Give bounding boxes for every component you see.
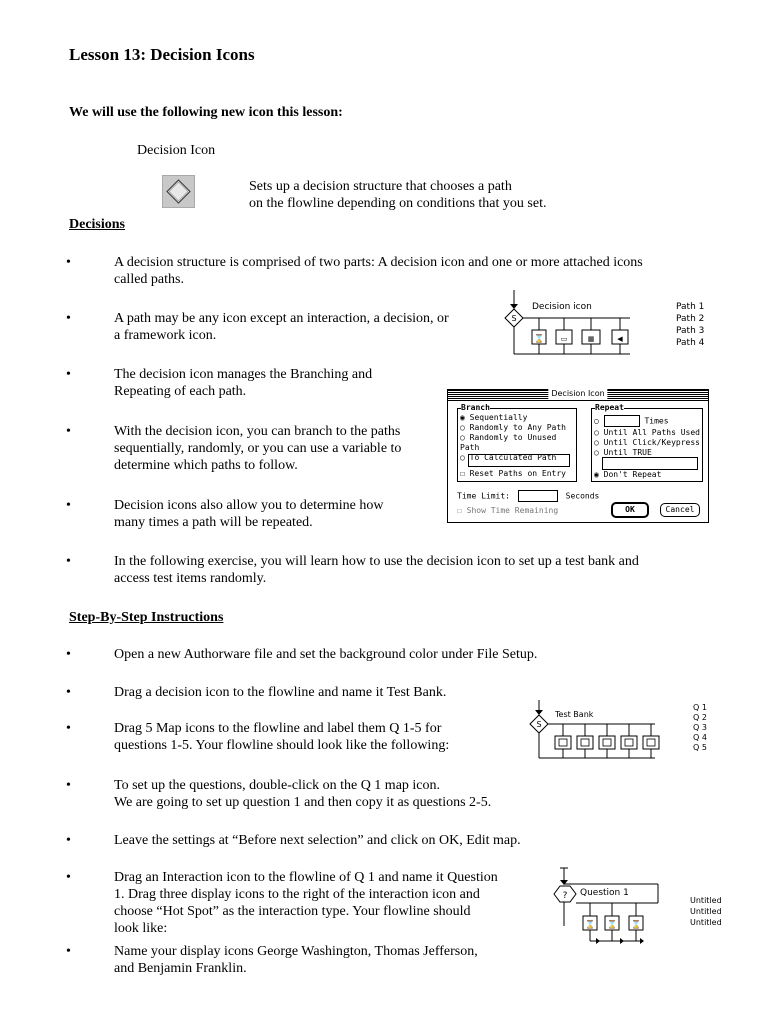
svg-text:⌛: ⌛: [631, 920, 641, 929]
path-label: Q 5: [693, 743, 707, 752]
list-item: A decision structure is comprised of two parts: A decision icon and one or more attached icons called paths.: [114, 255, 643, 287]
until-true-field[interactable]: [602, 457, 698, 470]
decision-icon-dialog: [447, 389, 709, 523]
svg-text:◀: ◀: [617, 335, 623, 343]
svg-text:⌛: ⌛: [534, 334, 544, 343]
bullet: •: [66, 424, 71, 439]
repeat-group: [591, 403, 703, 482]
radio-until-all-paths[interactable]: ○ Until All Paths Used: [594, 428, 700, 437]
radio-until-true[interactable]: ○ Until TRUE: [594, 448, 652, 457]
svg-text:▦: ▦: [587, 335, 595, 343]
radio-randomly-unused[interactable]: ○ Randomly to Unused Path: [460, 433, 557, 452]
list-item: Drag a decision icon to the flowline and name it Test Bank.: [114, 685, 447, 700]
bullet: •: [66, 498, 71, 513]
list-item: In the following exercise, you will learn how to use the decision icon to set up a test bank and access test items randomly.: [114, 554, 639, 586]
list-item: Open a new Authorware file and set the background color under File Setup.: [114, 647, 538, 662]
page-title: Lesson 13: Decision Icons: [69, 45, 255, 64]
bullet: •: [66, 870, 71, 885]
path-icons: [532, 318, 628, 354]
test-bank-flowline-figure: [527, 698, 727, 764]
map-icon: [599, 736, 615, 749]
list-item: The decision icon manages the Branching and Repeating of each path.: [114, 367, 373, 399]
decision-flowline-figure: [500, 288, 720, 368]
branch-group: [457, 403, 577, 482]
reset-paths-checkbox[interactable]: ☐ Reset Paths on Entry: [460, 469, 566, 478]
show-time-checkbox[interactable]: ☐ Show Time Remaining: [457, 506, 559, 515]
radio-dont-repeat[interactable]: ◉ Don't Repeat: [594, 470, 662, 479]
calculated-path-field[interactable]: [468, 454, 570, 467]
section-heading-steps: Step-By-Step Instructions: [69, 610, 224, 625]
map-icon: [555, 736, 571, 749]
path-label: Q 2: [693, 713, 707, 722]
list-item: Name your display icons George Washington, Thomas Jefferson, and Benjamin Franklin.: [114, 944, 478, 976]
bullet: •: [66, 554, 71, 569]
display-icons: [583, 903, 644, 944]
figure-label: Question 1: [580, 888, 629, 898]
figure-label: Decision icon: [532, 302, 592, 312]
path-label: Path 3: [676, 326, 705, 336]
list-item: With the decision icon, you can branch to the paths sequentially, randomly, or you can use a variable to determine which paths to follow.: [114, 424, 402, 473]
diamond-letter: S: [511, 314, 517, 323]
bullet: •: [66, 721, 71, 736]
ok-button[interactable]: OK: [611, 502, 649, 518]
path-label: Path 1: [676, 302, 705, 312]
list-item: Leave the settings at “Before next selection” and click on OK, Edit map.: [114, 833, 521, 848]
figure-label: Test Bank: [555, 710, 594, 719]
list-item: Drag 5 Map icons to the flowline and label them Q 1-5 for questions 1-5. Your flowline should look like the following:: [114, 721, 450, 753]
interaction-flowline-figure: [550, 866, 730, 956]
list-item: To set up the questions, double-click on the Q 1 map icon. We are going to set up question 1 and then copy it as questions 2-5.: [114, 778, 492, 810]
svg-text:▭: ▭: [560, 335, 568, 343]
bullet: •: [66, 311, 71, 326]
bullet: •: [66, 778, 71, 793]
path-label: Untitled: [690, 896, 722, 905]
branch-label: Branch: [461, 403, 490, 412]
bullet: •: [66, 685, 71, 700]
dialog-titlebar: [448, 390, 708, 401]
map-icon: [621, 736, 637, 749]
path-label: Untitled: [690, 918, 722, 927]
svg-text:⌛: ⌛: [607, 920, 617, 929]
cancel-button[interactable]: Cancel: [660, 503, 700, 517]
list-item: A path may be any icon except an interaction, a decision, or a framework icon.: [114, 311, 449, 343]
list-item: Decision icons also allow you to determine how many times a path will be repeated.: [114, 498, 384, 530]
radio-sequentially[interactable]: ◉ Sequentially: [460, 413, 528, 422]
time-limit-field[interactable]: [518, 490, 558, 502]
section-heading-decisions: Decisions: [69, 217, 125, 232]
path-label: Untitled: [690, 907, 722, 916]
radio-until-click[interactable]: ○ Until Click/Keypress: [594, 438, 700, 447]
bullet: •: [66, 255, 71, 270]
bullet: •: [66, 833, 71, 848]
path-label: Q 1: [693, 703, 707, 712]
map-icon: [577, 736, 593, 749]
map-icon: [643, 736, 659, 749]
bullet: •: [66, 944, 71, 959]
radio-calculated[interactable]: ○ To Calculated Path: [460, 453, 557, 462]
list-item: Drag an Interaction icon to the flowline of Q 1 and name it Question 1. Drag three display icons to the right of the interaction icon and choose “Hot Spot” as the interaction type. Your flowline should look like:: [114, 870, 498, 936]
bullet: •: [66, 367, 71, 382]
icon-description: Sets up a decision structure that chooses a path on the flowline depending on conditions that you set.: [249, 179, 547, 211]
interaction-mark: ?: [562, 891, 568, 901]
decision-diamond-icon: [162, 175, 195, 208]
intro-text: We will use the following new icon this lesson:: [69, 105, 343, 120]
radio-randomly-any[interactable]: ○ Randomly to Any Path: [460, 423, 566, 432]
path-label: Q 3: [693, 723, 707, 732]
path-label: Path 4: [676, 338, 705, 348]
decision-icon-label: Decision Icon: [137, 143, 216, 158]
diamond-letter: S: [536, 720, 542, 729]
map-icons: [555, 724, 659, 758]
dialog-title: Decision Icon: [548, 388, 607, 400]
path-label: Path 2: [676, 314, 705, 324]
path-label: Q 4: [693, 733, 707, 742]
radio-times[interactable]: ○ Times: [594, 416, 669, 426]
svg-text:⌛: ⌛: [585, 920, 595, 929]
repeat-label: Repeat: [595, 403, 624, 412]
time-limit-row: Time Limit: Seconds: [457, 491, 600, 501]
bullet: •: [66, 647, 71, 662]
